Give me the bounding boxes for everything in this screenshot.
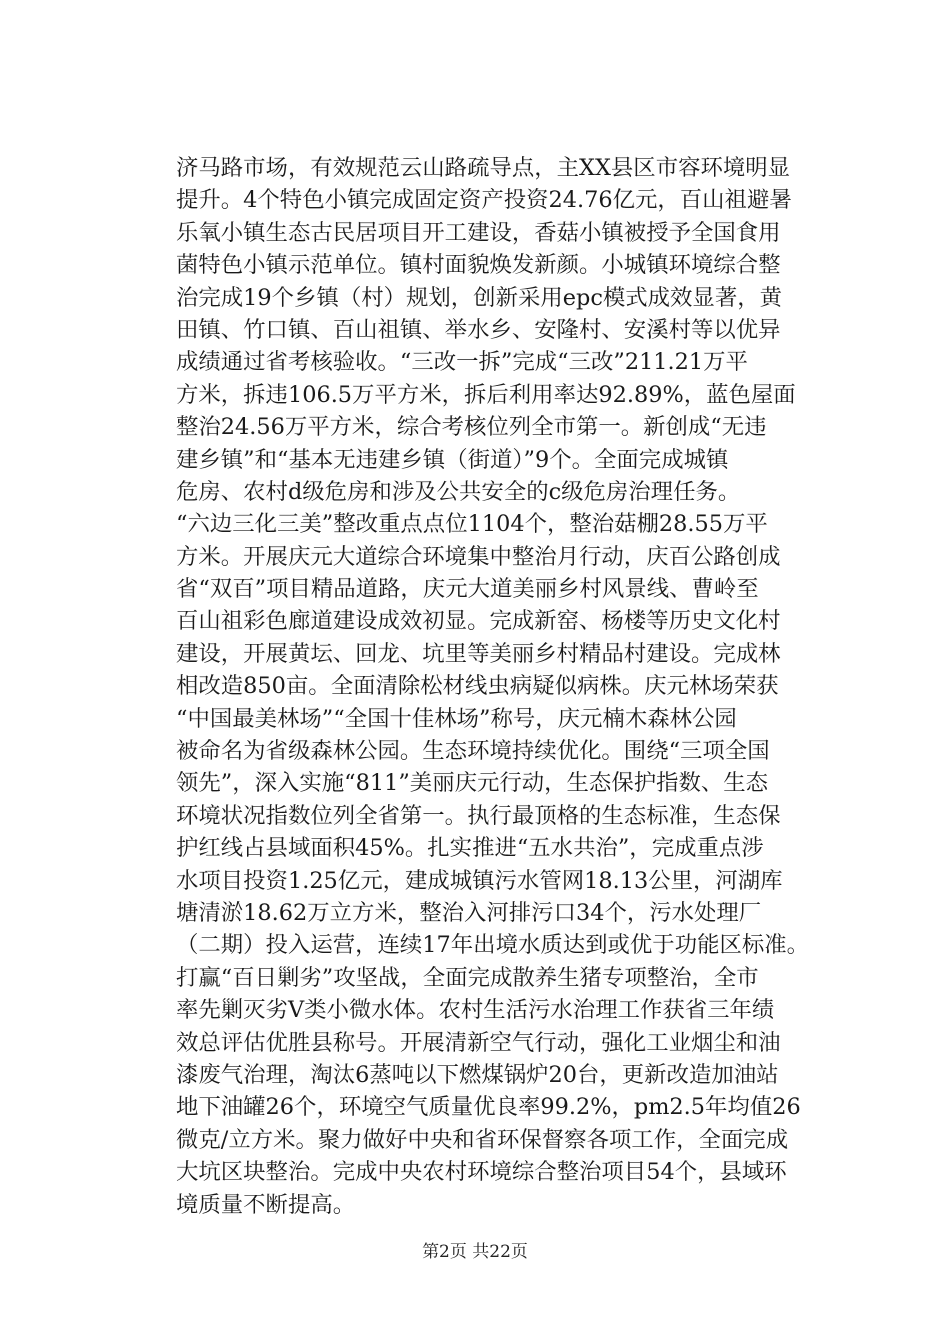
text-line: 塘清淤18.62万立方米，整治入河排污口34个，污水处理厂 [176,899,762,926]
text-line: 整治24.56万平方米，综合考核位列全市第一。新创成“无违 [176,414,767,441]
text-line: 提升。4个特色小镇完成固定资产投资24.76亿元，百山祖避暑 [176,187,792,214]
text-line: 环境状况指数位列全省第一。执行最顶格的生态标准，生态保 [176,802,781,829]
text-line: 省“双百”项目精品道路，庆元大道美丽乡村风景线、曹岭至 [176,576,759,603]
text-line: 微克/立方米。聚力做好中央和省环保督察各项工作，全面完成 [176,1126,789,1153]
text-line: 效总评估优胜县称号。开展清新空气行动，强化工业烟尘和油 [176,1029,781,1056]
text-line: 乐氧小镇生态古民居项目开工建设，香菇小镇被授予全国食用 [176,219,781,246]
text-line: 护红线占县域面积45%。扎实推进“五水共治”，完成重点涉 [176,835,764,862]
text-line: 方米。开展庆元大道综合环境集中整治月行动，庆百公路创成 [176,543,781,570]
text-line: 率先剿灭劣Ⅴ类小微水体。农村生活污水治理工作获省三年绩 [176,997,775,1024]
text-line: 百山祖彩色廊道建设成效初显。完成新窑、杨楼等历史文化村 [176,608,781,635]
text-line: “中国最美林场”“全国十佳林场”称号，庆元楠木森林公园 [176,705,737,732]
text-line: “六边三化三美”整改重点点位1104个，整治菇棚28.55万平 [176,511,768,538]
text-line: 成绩通过省考核验收。“三改一拆”完成“三改”211.21万平 [176,349,748,376]
text-line: 相改造850亩。全面清除松材线虫病疑似病株。庆元林场荣获 [176,673,779,700]
text-line: 大坑区块整治。完成中央农村环境综合整治项目54个，县域环 [176,1159,787,1186]
text-line: 菌特色小镇示范单位。镇村面貌焕发新颜。小城镇环境综合整 [176,252,781,279]
text-line: 地下油罐26个，环境空气质量优良率99.2%，pm2.5年均值26 [176,1094,801,1121]
text-line: 建乡镇”和“基本无违建乡镇（街道）”9个。全面完成城镇 [176,446,729,473]
text-line: 打赢“百日剿劣”攻坚战，全面完成散养生猪专项整治，全市 [176,964,759,991]
text-line: 领先”，深入实施“811”美丽庆元行动，生态保护指数、生态 [176,770,769,797]
text-line: 境质量不断提高。 [176,1191,356,1218]
text-line: 治完成19个乡镇（村）规划，创新采用epc模式成效显著，黄 [176,284,782,311]
text-line: 危房、农村d级危房和涉及公共安全的c级危房治理任务。 [176,478,741,505]
text-line: 被命名为省级森林公园。生态环境持续优化。围绕“三项全国 [176,738,770,765]
text-line: 漆废气治理，淘汰6蒸吨以下燃煤锅炉20台，更新改造加油站 [176,1061,779,1088]
text-line: 济马路市场，有效规范云山路疏导点，主XX县区市容环境明显 [176,155,791,181]
page-footer: 第2页 共22页 [422,1242,528,1262]
text-line: 田镇、竹口镇、百山祖镇、举水乡、安隆村、安溪村等以优异 [176,316,781,343]
text-line: 水项目投资1.25亿元，建成城镇污水管网18.13公里，河湖库 [176,867,783,894]
text-line: （二期）投入运营，连续17年出境水质达到或优于功能区标准。 [176,932,810,959]
text-line: 建设，开展黄坛、回龙、坑里等美丽乡村精品村建设。完成林 [176,640,781,667]
body-paragraph [176,152,820,1221]
text-line: 方米，拆违106.5万平方米，拆后利用率达92.89%，蓝色屋面 [176,381,796,408]
